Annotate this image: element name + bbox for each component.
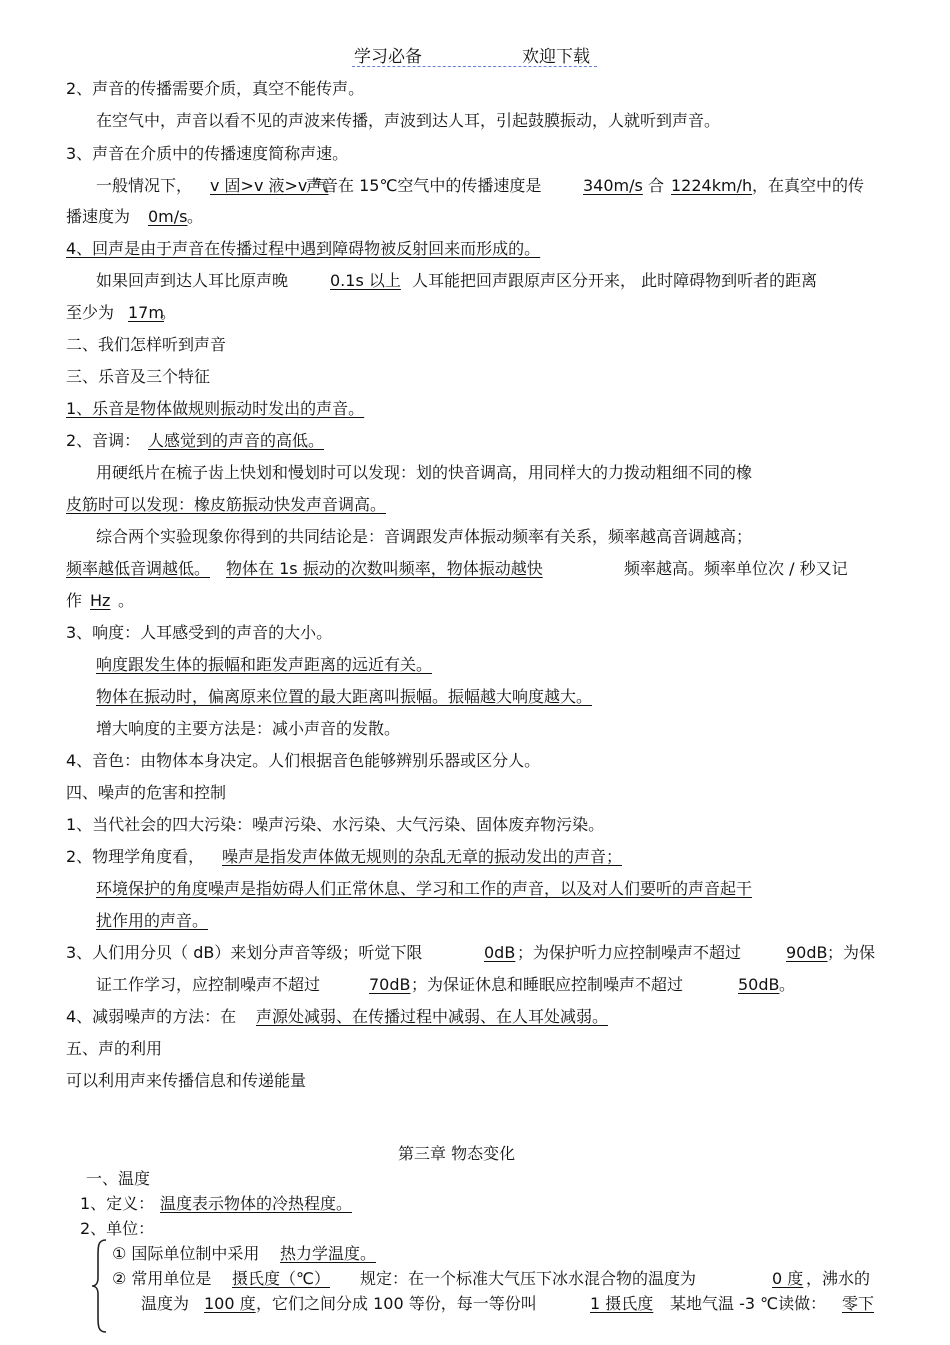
text-line-l13: 用硬纸片在梳子齿上快划和慢划时可以发现：划的快音调高，用同样大的力拨动粗细不同的橡 <box>96 463 753 482</box>
text-line-l4d: 340m/s <box>583 176 643 195</box>
text-line-l5c: 。 <box>187 207 204 226</box>
text-line-l27: 扰作用的声音。 <box>96 911 209 930</box>
text-line-l2: 在空气中，声音以看不见的声波来传播，声波到达人耳，引起鼓膜振动，人就听到声音。 <box>96 111 721 130</box>
curly-brace-icon <box>90 1238 110 1334</box>
text-line-l12b: 人感觉到的声音的高低。 <box>148 431 325 450</box>
text-line-l33: 第三章 物态变化 <box>398 1144 516 1163</box>
text-line-l37b: 热力学温度。 <box>280 1244 377 1263</box>
text-line-l35b: 温度表示物体的冷热程度。 <box>160 1194 353 1213</box>
text-line-l28b: 0dB <box>484 943 516 962</box>
text-line-l17c: 。 <box>118 591 135 610</box>
text-line-l17a: 作 <box>66 591 83 610</box>
text-line-l28a: 3、人们用分贝（ dB）来划分声音等级；听觉下限 <box>66 943 423 962</box>
text-line-l9: 二、我们怎样听到声音 <box>66 335 227 354</box>
text-line-l28d: 90dB <box>786 943 828 962</box>
text-line-l34: 一、温度 <box>86 1169 151 1188</box>
page-header <box>352 42 597 67</box>
text-line-l4e: 合 <box>648 176 665 195</box>
text-line-l22: 4、音色：由物体本身决定。人们根据音色能够辨别乐器或区分人。 <box>66 751 541 770</box>
text-line-l29a: 证工作学习，应控制噪声不超过 <box>96 975 321 994</box>
text-line-l28c: ；为保护听力应控制噪声不超过 <box>517 943 742 962</box>
text-line-l29e: 。 <box>779 975 796 994</box>
header-left-text: 学习必备 <box>354 47 422 67</box>
header-right-text: 欢迎下载 <box>522 47 590 67</box>
text-line-l39f: 零下 <box>842 1294 875 1313</box>
text-line-l29b: 70dB <box>369 975 411 994</box>
text-line-l1: 2、声音的传播需要介质，真空不能传声。 <box>66 79 365 98</box>
text-line-l38a: ② 常用单位是 <box>112 1269 212 1288</box>
text-line-l29d: 50dB <box>738 975 780 994</box>
text-line-l21: 增大响度的主要方法是：减小声音的发散。 <box>96 719 401 738</box>
text-line-l26: 环境保护的角度噪声是指妨碍人们正常休息、学习和工作的声音，以及对人们要听的声音起干 <box>96 879 753 898</box>
text-line-l16b: 物体在 1s 振动的次数叫频率，物体振动越快 <box>226 559 543 578</box>
text-line-l10: 三、乐音及三个特征 <box>66 367 211 386</box>
text-line-l30b: 声源处减弱、在传播过程中减弱、在人耳处减弱。 <box>256 1007 609 1026</box>
text-line-l39d: 1 摄氏度 <box>590 1294 654 1313</box>
text-line-l12a: 2、音调： <box>66 431 141 450</box>
text-line-l24: 1、当代社会的四大污染：噪声污染、水污染、大气污染、固体废弃物污染。 <box>66 815 605 834</box>
text-line-l15: 综合两个实验现象你得到的共同结论是：音调跟发声体振动频率有关系，频率越高音调越高； <box>96 527 753 546</box>
text-line-l8b: 17m <box>128 303 164 322</box>
text-line-l25a: 2、物理学角度看， <box>66 847 205 866</box>
text-line-l18: 3、响度：人耳感受到的声音的大小。 <box>66 623 333 642</box>
text-line-l4c: 声音在 15℃空气中的传播速度是 <box>306 176 542 195</box>
text-line-l23: 四、噪声的危害和控制 <box>66 783 227 802</box>
text-line-l28e: ；为保 <box>827 943 876 962</box>
text-line-l38b: 摄氏度（℃） <box>232 1269 330 1288</box>
text-line-l14: 皮筋时可以发现：橡皮筋振动快发声音调高。 <box>66 495 387 514</box>
text-line-l36: 2、单位： <box>80 1219 155 1238</box>
text-line-l30a: 4、减弱噪声的方法：在 <box>66 1007 237 1026</box>
text-line-l11: 1、乐音是物体做规则振动时发出的声音。 <box>66 399 365 418</box>
text-line-l4f: 1224km/h <box>671 176 753 195</box>
text-line-l6: 4、回声是由于声音在传播过程中遇到障碍物被反射回来而形成的。 <box>66 239 541 258</box>
text-line-l17b: Hz <box>90 591 111 610</box>
text-line-l32: 可以利用声来传播信息和传递能量 <box>66 1071 307 1090</box>
text-line-l38e: ，沸水的 <box>806 1269 871 1288</box>
text-line-l7c: 人耳能把回声跟原声区分开来， 此时障碍物到听者的距离 <box>412 271 818 290</box>
text-line-l3: 3、声音在介质中的传播速度简称声速。 <box>66 144 349 163</box>
text-line-l5b: 0m/s <box>148 207 188 226</box>
text-line-l39a: 温度为 <box>141 1294 190 1313</box>
text-line-l7a: 如果回声到达人耳比原声晚 <box>96 271 289 290</box>
text-line-l25b: 噪声是指发声体做无规则的杂乱无章的振动发出的声音； <box>222 847 623 866</box>
text-line-l19: 响度跟发生体的振幅和距发声距离的远近有关。 <box>96 655 433 674</box>
text-line-l16c: 频率越高。频率单位次 / 秒又记 <box>624 559 848 578</box>
text-line-l8c: 。 <box>160 303 177 322</box>
text-line-l38c: 规定：在一个标准大气压下冰水混合物的温度为 <box>360 1269 697 1288</box>
text-line-l39e: 某地气温 -3 ℃读做： <box>670 1294 827 1313</box>
text-line-l20: 物体在振动时，偏离原来位置的最大距离叫振幅。振幅越大响度越大。 <box>96 687 593 706</box>
text-line-l4a: 一般情况下， <box>96 176 193 195</box>
text-line-l29c: ；为保证休息和睡眠应控制噪声不超过 <box>411 975 684 994</box>
text-line-l39b: 100 度 <box>204 1294 256 1313</box>
text-line-l38d: 0 度 <box>772 1269 804 1288</box>
text-line-l5a: 播速度为 <box>66 207 131 226</box>
text-line-l35a: 1、定义： <box>80 1194 155 1213</box>
text-line-l31: 五、声的利用 <box>66 1039 163 1058</box>
text-line-l4g: ，在真空中的传 <box>752 176 865 195</box>
text-line-l4b: v 固>v 液>v 气 <box>210 176 329 195</box>
text-line-l7b: 0.1s 以上 <box>330 271 401 290</box>
text-line-l8a: 至少为 <box>66 303 115 322</box>
text-line-l39c: ，它们之间分成 100 等份，每一等份叫 <box>256 1294 537 1313</box>
text-line-l16a: 频率越低音调越低。 <box>66 559 211 578</box>
text-line-l37a: ① 国际单位制中采用 <box>112 1244 260 1263</box>
